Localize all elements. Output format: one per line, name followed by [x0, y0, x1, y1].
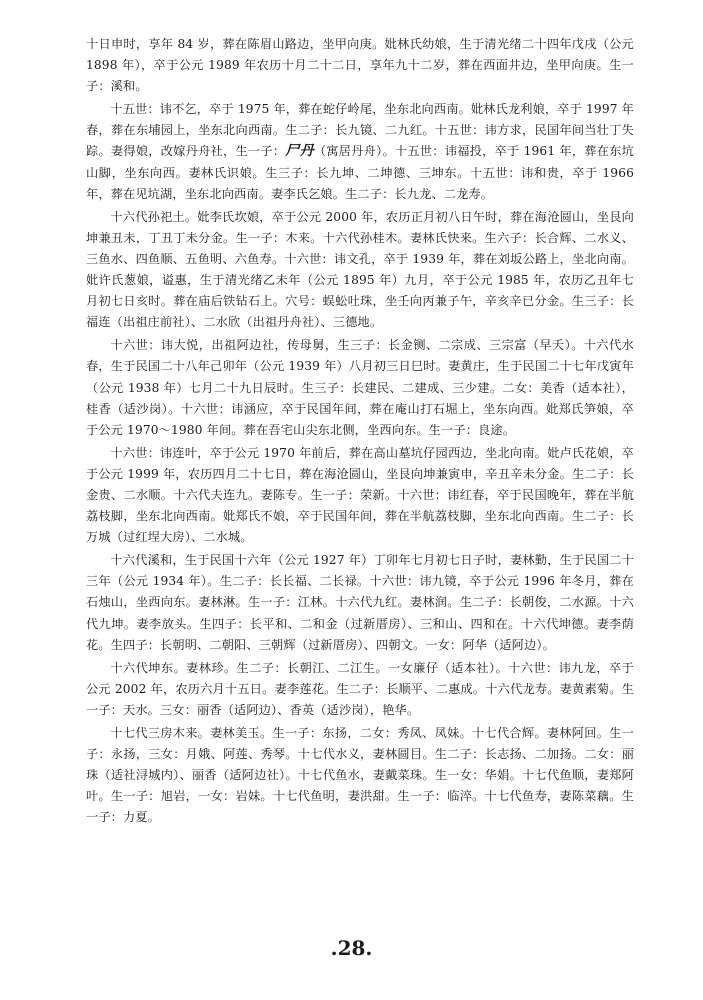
handwritten-name: 尸丹	[285, 143, 314, 160]
paragraph-8: 十七代三房木来。妻林美玉。生一子：东扬，二女：秀凤、凤妹。十七代合辉。妻林阿回。生一子：永扬，三女：月娥、阿莲、秀琴。十七代水义，妻林圆目。生二子：长志扬、二加扬。二女：丽珠（适社浔城内）、丽香（适阿边社）。十七代鱼水，妻戴菜珠。生一女：华娟。十七代鱼顺，妻郑阿叶。生一子：旭岩，一女：岩妹。十七代鱼明，妻洪甜。生一子：临淬。十七代鱼寿，妻陈菜藕。生一子：力夏。	[86, 726, 634, 825]
paragraph-4: 十六世：讳大悦，出祖阿边社，传母舅，生三子：长金铡、二宗成、三宗富（早夭）。十六代水春，生于民国二十八年己卯年（公元 1939 年）八月初三日巳时。妻黄庄，生于民国二十七年戊寅年（公元 1938 年）七月二十九日辰时。生三子：长建民、二建成、三少建。二女：美香（适本社），桂香（适沙岗）。十六世：讳涵应，卒于民国年间，葬在庵山打石堀上，坐东向西。妣郑氏笋娘，卒于公元 1970～1980 年间。葬在吾宅山尖东北侧，坐西向东。生一子：良途。	[86, 338, 634, 437]
paragraph-5: 十六世：讳连叶，卒于公元 1970 年前后，葬在高山墓坑仔园西边，坐北向南。妣卢氏花娘，卒于公元 1999 年，农历四月二十七日，葬在海沧圆山，坐艮向坤兼寅申，辛丑辛未分金。生二子：长金贵、二水顺。十六代夫连九。妻陈专。生一子：荣新。十六世：讳红春，卒于民国晚年，葬在半航荔枝脚，坐东北向西南。妣郑氏不娘，卒于民国年间，葬在半航荔枝脚，坐东北向西南。生二子：长万城（过红埕大房）、二水城。	[86, 445, 634, 545]
paragraph-3: 十六代孙祀土。妣李氏坎娘，卒于公元 2000 年，农历正月初八日午时，葬在海沧圆山，坐艮向坤兼丑未，丁丑丁未分金。生一子：木来。十六代孙桂木。妻林氏快来。生六子：长合辉、二水义、三鱼水、四鱼顺、五鱼明、六鱼寿。十六世：讳文孔，卒于 1939 年，葬在刘坂公路上，坐北向南。妣许氏葱娘，谥惠，生于清光绪乙未年（公元 1895 年）九月，卒于公元 1985 年，农历乙丑年七月初七日亥时。葬在庙后铁钻石上。穴号：蜈蚣吐珠，坐壬向丙兼子午，辛亥辛已分金。生三子：长福连（出祖庄前社）、二水欣（出祖丹舟社）、三德地。	[86, 209, 634, 330]
genealogy-text	[86, 34, 634, 830]
page-number: .28.	[330, 936, 373, 960]
paragraph-7: 十六代坤东。妻林珍。生二子：长朝江、二江生。一女廉仔（适本社）。十六世：讳九龙，卒于公元 2002 年，农历六月十五日。妻李莲花。生二子：长顺平、二惠成。十六代龙寿。妻黄素菊。生一子：天水。三女：丽香（适阿边）、香英（适沙岗），艳华。	[86, 660, 634, 717]
paragraph-6: 十六代溪和，生于民国十六年（公元 1927 年）丁卯年七月初七日子时，妻林勤，生于民国二十三年（公元 1934 年）。生二子：长长福、二长禄。十六世：讳九镜，卒于公元 1996 年冬月，葬在石烛山，坐西向东。妻林淋。生一子：江林。十六代九红。妻林润。生二子：长朝俊，二水源。十六代九坤。妻李放头。生四子：长平和、二和金（过新厝房）、三和山、四和在。十六代坤德。妻李荫花。生四子：长朝明、二朝阳、三朝辉（过新厝房）、四朝文。一女：阿华（适阿边）。	[86, 553, 634, 652]
paragraph-2-part-a: 十五世：讳不乞，卒于 1975 年，葬在蛇仔岭尾，坐东北向西南。妣林氏龙利娘，卒于 1997 年春，葬在东埔园上，坐东北向西南。生二子：长九镜、二九红。十五世：讳方求，民国年间当壮丁失踪。妻得娘，改嫁丹舟社，生一子：	[86, 102, 634, 159]
paragraph-2-part-b: （寓居丹舟）。十五世：讳福投，卒于 1961 年，葬在东坑山脚，坐东向西。妻林氏识娘。生三子：长九坤、二坤德、三坤东。十五世：讳和贵，卒于 1966 年，葬在见坑湖，坐东北向西南。妻李氏乞娘。生二子：长九龙、二龙寿。	[86, 144, 635, 201]
paragraph-2	[86, 99, 634, 204]
paragraph-1: 十日申时，享年 84 岁，葬在陈眉山路边，坐甲向庚。妣林氏幼娘，生于清光绪二十四年戊戌（公元 1898 年），卒于公元 1989 年农历十月二十二日，享年九十二岁，葬在西面井边，坐甲向庚。生一子：溪和。	[86, 37, 634, 94]
